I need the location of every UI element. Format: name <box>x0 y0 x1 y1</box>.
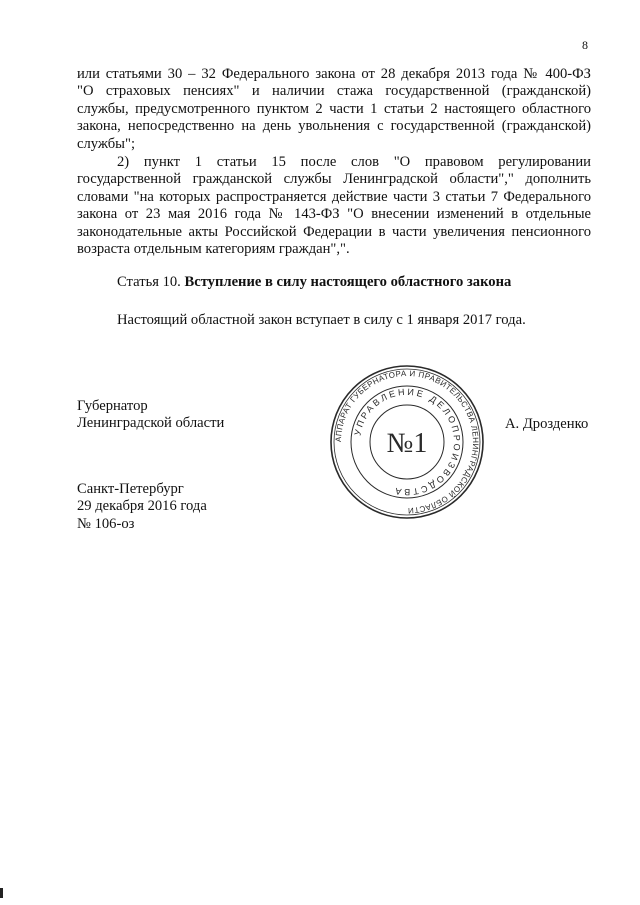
paragraph-2-line: возраста отдельным категориям граждан",". <box>77 241 350 258</box>
paragraph-1-line: службы"; <box>77 135 135 152</box>
paragraph-2-line: законодательные акты Российской Федерации в части увеличения пенсионного <box>77 223 591 240</box>
paragraph-1 <box>77 66 591 153</box>
paragraph-1-line: "О страховых пенсиях" и наличии стажа государственной (гражданской) <box>77 83 591 100</box>
article-text: Настоящий областной закон вступает в силу с 1 января 2017 года. <box>117 312 526 328</box>
city: Санкт-Петербург <box>77 481 184 497</box>
place-and-date <box>77 481 207 533</box>
position-line: Губернатор <box>77 398 148 414</box>
position-line: Ленинградской области <box>77 415 225 432</box>
paragraph-1-line: закона, непосредственно на день увольнения с государственной (гражданской) <box>77 118 591 135</box>
law-number: № 106-оз <box>77 515 135 532</box>
paragraph-1-line: или статьями 30 – 32 Федерального закона от 28 декабря 2013 года № 400-ФЗ <box>77 66 591 82</box>
paragraph-2-line: государственной гражданской службы Ленинградской области"," дополнить <box>77 171 591 188</box>
paragraph-2 <box>77 154 591 258</box>
paragraph-1-line: службы, предусмотренного пунктом 2 части 1 статьи 2 настоящего областного <box>77 100 591 117</box>
seal-ring-text: АППАРАТ ГУБЕРНАТОРА И ПРАВИТЕЛЬСТВА ЛЕНИНГРАДСКОЙ ОБЛАСТИ <box>333 368 481 516</box>
scan-margin-mark <box>0 888 3 898</box>
paragraph-2-line: словами "на которых распространяется действие части 3 статьи 7 Федерального <box>77 188 591 205</box>
signatory-position <box>77 398 224 433</box>
article-heading <box>117 274 511 291</box>
seal-center-number: №1 <box>386 428 428 459</box>
paragraph-2-line: закона от 23 мая 2016 года № 143-ФЗ "О внесении изменений в отдельные <box>77 206 591 223</box>
page-number: 8 <box>582 38 588 52</box>
seal-inner-text: УПРАВЛЕНИЕ ДЕЛОПРОИЗВОДСТВА <box>352 386 463 498</box>
official-seal <box>327 362 487 522</box>
article-prefix: Статья 10. <box>117 274 181 290</box>
paragraph-2-line: 2) пункт 1 статьи 15 после слов "О правовом регулировании <box>117 154 591 170</box>
signatory-name: А. Дрозденко <box>505 416 589 432</box>
article-title: Вступление в силу настоящего областного закона <box>184 274 512 290</box>
date: 29 декабря 2016 года <box>77 498 207 515</box>
